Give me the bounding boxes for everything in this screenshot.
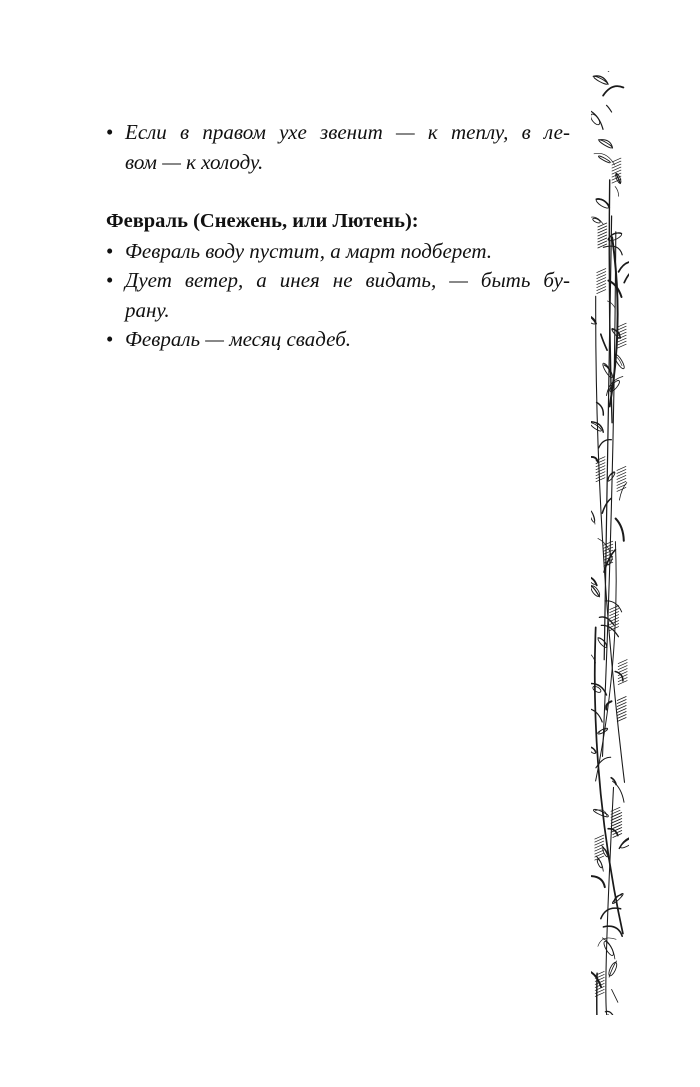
list-item-line: Февраль воду пустит, а март подберет. bbox=[125, 238, 492, 263]
list-item-line: Дует ветер, а инея не видать, — быть бу- bbox=[125, 268, 570, 292]
text-column bbox=[106, 118, 570, 355]
bullet-icon: • bbox=[106, 120, 114, 144]
list-item-line: рану. bbox=[125, 297, 170, 322]
bullet-icon: • bbox=[106, 268, 114, 292]
list-item bbox=[106, 237, 570, 267]
list-item-line: Если в правом ухе звенит — к теплу, в ле- bbox=[125, 120, 570, 144]
grass-border-illustration-icon bbox=[591, 71, 629, 1015]
section-heading: Февраль (Снежень, или Лютень): bbox=[106, 210, 419, 232]
bullet-icon: • bbox=[106, 238, 114, 263]
list-item-line: вом — к холоду. bbox=[125, 149, 264, 174]
list-item-line: Февраль — месяц свадеб. bbox=[125, 327, 352, 351]
list-item bbox=[106, 118, 570, 177]
list-item bbox=[106, 325, 570, 355]
bullet-icon: • bbox=[106, 327, 114, 351]
list-item bbox=[106, 266, 570, 325]
